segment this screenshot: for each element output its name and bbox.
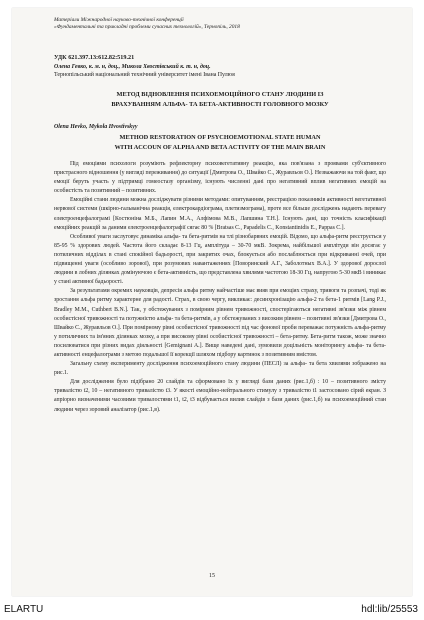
udk-code: УДК 621.397.13:612.82:519.21	[54, 54, 135, 61]
repository-footer	[0, 600, 424, 620]
paragraph: Для дослідження було підібрано 20 слайдів та сформовано їх у вигляді бази даних (рис.1,б) : 10 – позитивного змісту тривалістю t2, 10 – негативного тривалістю t3. У якості емоційно-нейтрального стимулу з тривалістю t1 застосовано сірий екран. З апріорно визначеними часовими тривалостями t1, t2, t3 відбувається вилив слайдів з бази даних (рис.1,б) на психоемоційний стан людини через зоровий аналізатор (рис.1,в).	[54, 379, 386, 413]
title-ukrainian-line-2: ВРАХУВАННЯМ АЛЬФА- ТА БЕТА-АКТИВНОСТІ ГОЛОВНОГО МОЗКУ	[111, 101, 329, 108]
paragraph: Загальну схему експерименту дослідження психоемоційного стану людини (ПЕСЛ) за альфа- та бета хвилями зображено на рис.1.	[54, 361, 386, 377]
title-english	[54, 133, 386, 153]
paragraph: Емоційні стани людини можна досліджувати різними методами: опитуванням, реєстрацією показників активності вегетативної нервової системи (шкірно-гальванічна реакція, електрокардіограма, плетизмограма), проте все більше досліджень надають перевагу електроенцефалограмі [Костюніна М.Б., Лапин М.А., Алфімова М.В., Лапшина Т.Н.]. Існують дані, що точність класифікації емоційних реакцій за даними електроенцефалографії сягає 80 % [Bratsas C., Papadelis C., Konstantinidis E., Pappas C.].	[54, 197, 386, 231]
title-ukrainian	[54, 90, 386, 110]
handle-id: hdl:lib/25553	[361, 604, 418, 615]
conference-header-line-1: Матеріали Міжнародної науково-технічної конференції	[54, 17, 184, 23]
article-body	[54, 160, 386, 415]
paragraph: За результатами окремих науковців, депресія альфа ритму найчастіше має вияв при емоціях страху, тривоги та розпачі, тоді як зростання альфа ритму характерне для радості. Страх, в свою чергу, викликає: десинхронізацію альфа-2 та бета-1 ритмів [Lang P.J., Bradley M.M., Cuthbert B.N.]. Так, у обстежуваних з помірним рівнем тривожності, спостерігаються негативні зв'язки між рівнем особистісної тривожності та потужністю альфа- та бета-ритмів, а у обстежуваних з високим рівнем – позитивні зв'язки [Дмитрова О., Швайко С., Журавльов О.]. При помірному рівні особистісної тривожності під час фонової проби переважає потужність альфа-ритму у потиличних та ім'яних ділянках мозку, а при високому рівні особистісної тривожності – бета-ритму. Бета-ритм також, може значно посилюватися при різних видах діяльності [Gemignani A.]. Вище наведені дані, зумовили доцільність моніторингу альфа- та бета-активності енцефалограми з метою подальшої її корекції шляхом підбору картинок з позитивним вмістом.	[54, 288, 386, 358]
title-english-line-1: METHOD RESTORATION OF PSYCHOEMOTIONAL STATE HUMAN	[119, 134, 321, 141]
document-page	[12, 8, 412, 596]
title-english-line-2: WITH ACCOUN OF ALPHA AND BETA ACTIVITY OF THE MAIN BRAIN	[114, 144, 326, 151]
page-number: 15	[209, 573, 215, 579]
paragraph: Особливої уваги заслуговує динаміка альфа- та бета-ритмів на тлі різнобарвних емоцій. Відомо, що альфа-ритм реєструється у 85-95 % здорових людей. Частота його складає 8-13 Гц, амплітуда – 30-70 мкВ. Зокрема, найбільшої амплітуди він досягає у потиличних відділах в стані спокійної бадьорості, при закритих очах, блокується або послаблюється при відкриванні очей, при підвищенні уваги (особливо зорової), при розумових навантаженнях [Поворинский А.Г., Заболотных В.А.]. У здорової дорослої людини в лобних ділянках домінуючою є бета-активність, що представлена хвилями частотою 18-30 Гц, напругою 5-30 мкВ і виникає у стані активної бадьорості.	[54, 233, 386, 286]
paragraph: Під емоціями психологи розуміють рефлекторну психовегетативну реакцію, яка пов'язана з проявами суб'єктивного пристрасного відношення (у вигляді переживання) до ситуації [Дмитрова О., Швайко С., Журавльов О.]. Незважаючи на той факт, що емоції беруть участь у підтримці гомеостазу організму, існують численні дані про негативний вплив негативних емоцій на особистість та позитивний – позитивних.	[54, 161, 386, 195]
authors-ukrainian: Олена Гевко, к. м. н, доц., Микола Хвостівський к. т. н, доц.	[54, 64, 211, 70]
repository-name: ELARTU	[4, 604, 44, 615]
conference-header	[54, 17, 240, 31]
conference-header-line-2: «Фундаментальні та прикладні проблеми сучасних технологій», Тернопіль, 2018	[54, 24, 240, 30]
title-ukrainian-line-1: МЕТОД ВІДНОВЛЕННЯ ПСИХОЕМОЦІЙНОГО СТАНУ ЛЮДИНИ ІЗ	[116, 91, 324, 98]
affiliation: Тернопільський національний технічний університет імені Івана Пулюя	[54, 72, 235, 78]
authors-english: Olena Hevko, Mykola Hvostivskyy	[54, 124, 138, 130]
